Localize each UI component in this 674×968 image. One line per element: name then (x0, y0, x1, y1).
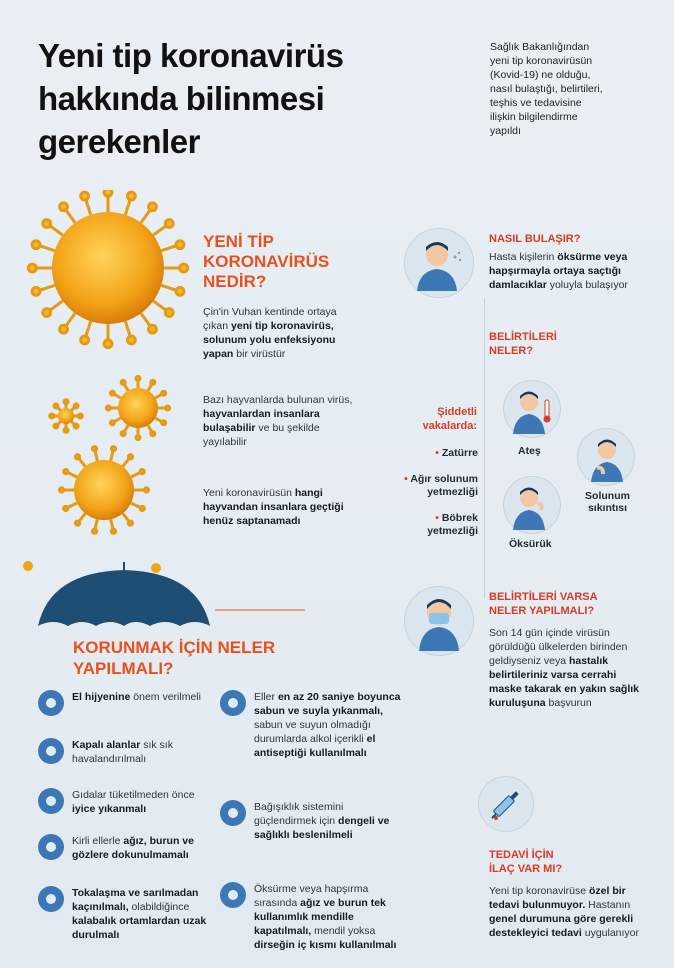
tissue-icon (220, 882, 246, 908)
spread-text: Hasta kişilerin öksürme veya hapşırmayla ortaya saçtığı damlacıklar yoluyla bulaşıyor (489, 251, 628, 291)
cough-icon (503, 476, 561, 534)
virus-spike-tip (78, 414, 82, 418)
virus-spike-tip (162, 391, 166, 395)
virus-spike-tip (106, 406, 110, 410)
virus-spike-tip (28, 264, 36, 272)
intro-text: Sağlık Bakanlığından yeni tip koronavirüsün (Kovid-19) ne olduğu, nasıl bulaştığı, belirtileri, teşhis ve tedavisine ilişkin bilgilendirme yapıldı (490, 41, 603, 137)
fever-icon (503, 380, 561, 438)
handshake-icon (38, 886, 64, 912)
virus-spike-tip (60, 488, 64, 492)
fever-label: Ateş (518, 445, 541, 457)
spread-heading: NASIL BULAŞIR? (489, 233, 581, 245)
virus-spike-tip (180, 264, 188, 272)
page-title: Yeni tip koronavirüs hakkında bilinmesi gerekenler (38, 37, 344, 160)
protect-item: Gıdalar tüketilmeden önce iyice yıkanmalı (38, 788, 218, 816)
virus-spike-tip (176, 287, 184, 295)
handwash-icon (220, 690, 246, 716)
virus-spike-tip (43, 309, 51, 317)
virus-spike-tip (144, 488, 148, 492)
protect-item: El hijyenine önem verilmeli (38, 690, 218, 716)
virus-spike-tip (75, 455, 79, 459)
virus-medium-icon (118, 388, 158, 428)
sneeze-icon (404, 228, 474, 298)
virus-spike-tip (110, 391, 114, 395)
virus-medium2-icon (74, 460, 134, 520)
mask-icon (404, 586, 474, 656)
virus-spike-tip (165, 309, 173, 317)
virus-spike-tip (149, 203, 157, 211)
symptoms-heading: BELİRTİLERİ NELER? (489, 331, 557, 357)
breath-label: Solunum sıkıntısı (585, 490, 630, 514)
virus-spike-tip (60, 203, 68, 211)
virus-illustration (20, 190, 200, 540)
virus-small-icon (58, 408, 74, 424)
virus-spike-tip (60, 325, 68, 333)
treatment-heading: TEDAVİ İÇİN İLAÇ VAR MI? (489, 849, 563, 875)
virus-spike-tip (50, 414, 54, 418)
virus-spike-tip (128, 521, 132, 525)
virus-spike-tip (74, 424, 78, 428)
virus-spike-tip (75, 521, 79, 525)
virus-spike-tip (127, 336, 135, 344)
virus-spike-tip (136, 376, 140, 380)
virus-spike-tip (54, 424, 58, 428)
virus-spike-tip (140, 470, 144, 474)
face-icon (38, 834, 64, 860)
virus-spike-tip (136, 436, 140, 440)
what-paragraph-3: Yeni koronavirüsün hangi hayvandan insanlara geçtiği henüz saptanamadı (203, 487, 344, 527)
virus-spike-tip (92, 447, 96, 451)
treatment-text: Yeni tip koronavirüse özel bir tedavi bulunmuyor. Hastanın genel durumuna göre gerekli destekleyici tedavi uygulanıyor (489, 885, 640, 939)
virus-spike-tip (127, 192, 135, 200)
virus-spike-tip (74, 404, 78, 408)
virus-spike-tip (151, 432, 155, 436)
virus-spike-tip (81, 192, 89, 200)
virus-spike-tip (104, 190, 112, 196)
severe-heading: Şiddetli vakalarda: (422, 406, 477, 432)
virus-spike-tip (54, 404, 58, 408)
breath-icon (577, 428, 635, 486)
nutrition-icon (220, 800, 246, 826)
protect-heading: KORUNMAK İÇİN NELER YAPILMALI? (73, 638, 276, 678)
virus-spike-tip (111, 447, 115, 451)
virus-spike-tip (81, 336, 89, 344)
severe-item: • Zatürre (435, 447, 478, 459)
virus-spike-tip (64, 470, 68, 474)
virus-spike-tip (32, 287, 40, 295)
severe-item: • Böbrek yetmezliği (427, 512, 478, 537)
syringe-icon (478, 776, 534, 832)
virus-spike-tip (166, 406, 170, 410)
virus-spike-tip (43, 220, 51, 228)
virus-spike-tip (111, 529, 115, 533)
virus-spike-tip (92, 529, 96, 533)
protect-item: Eller en az 20 saniye boyunca sabun ve suyla yıkanmalı, sabun ve suyun olmadığı durumlarda alkol içerikli el antiseptiği kullanılmalı (220, 690, 402, 760)
what-heading: YENİ TİP KORONAVİRÜS NEDİR? (203, 232, 330, 291)
severe-list (380, 447, 478, 538)
virus-spike-tip (149, 325, 157, 333)
virus-large-icon (52, 212, 164, 324)
virus-spike-tip (128, 455, 132, 459)
virus-spike-tip (165, 220, 173, 228)
what-paragraph-2: Bazı hayvanlarda bulunan virüs, hayvanlardan insanlara bulaşabilir ve bu şekilde yayılabilir (203, 394, 353, 448)
virus-spike-tip (32, 241, 40, 249)
virus-spike-tip (64, 400, 68, 404)
hand-icon (38, 690, 64, 716)
protect-item: Tokalaşma ve sarılmadan kaçınılmalı, olabildiğince kalabalık ortamlardan uzak durulmalı (38, 886, 218, 942)
if-symptoms-heading: BELİRTİLERİ VARSA NELER YAPILMALI? (489, 591, 598, 617)
virus-spike-tip (64, 506, 68, 510)
food-icon (38, 788, 64, 814)
what-paragraph-1: Çin'in Vuhan kentinde ortaya çıkan yeni tip koronavirüs, solunum yolu enfeksiyonu yapan bir virüstür (203, 306, 337, 360)
protect-item: Öksürme veya hapşırma sırasında ağız ve burun tek kullanımlık mendille kapatılmalı, mendil yoksa dirseğin iç kısmı kullanılmalı (220, 882, 402, 952)
virus-spike-tip (176, 241, 184, 249)
virus-spike-tip (64, 428, 68, 432)
severe-item: • Ağır solunum yetmezliği (404, 473, 478, 498)
virus-spike-tip (121, 380, 125, 384)
cough-label: Öksürük (509, 538, 552, 550)
virus-spike-tip (121, 432, 125, 436)
umbrella-icon (20, 560, 310, 630)
if-symptoms-text: Son 14 gün içinde virüsün görüldüğü ülkelerden birinden geldiyseniz veya hastalık belirtileriniz varsa cerrahi maske takarak en yakın sağlık kuruluşuna başvurun (489, 627, 640, 709)
window-icon (38, 738, 64, 764)
protect-item: Kapalı alanlar sık sık havalandırılmalı (38, 738, 218, 766)
protect-item: Bağışıklık sistemini güçlendirmek için dengeli ve sağlıklı beslenilmeli (220, 800, 402, 842)
protect-item: Kirli ellerle ağız, burun ve gözlere dokunulmamalı (38, 834, 218, 862)
virus-spike-tip (110, 421, 114, 425)
virus-spike-tip (151, 380, 155, 384)
virus-spike-tip (162, 421, 166, 425)
virus-spike-tip (140, 506, 144, 510)
column-divider (484, 298, 485, 598)
virus-spike-tip (104, 340, 112, 348)
